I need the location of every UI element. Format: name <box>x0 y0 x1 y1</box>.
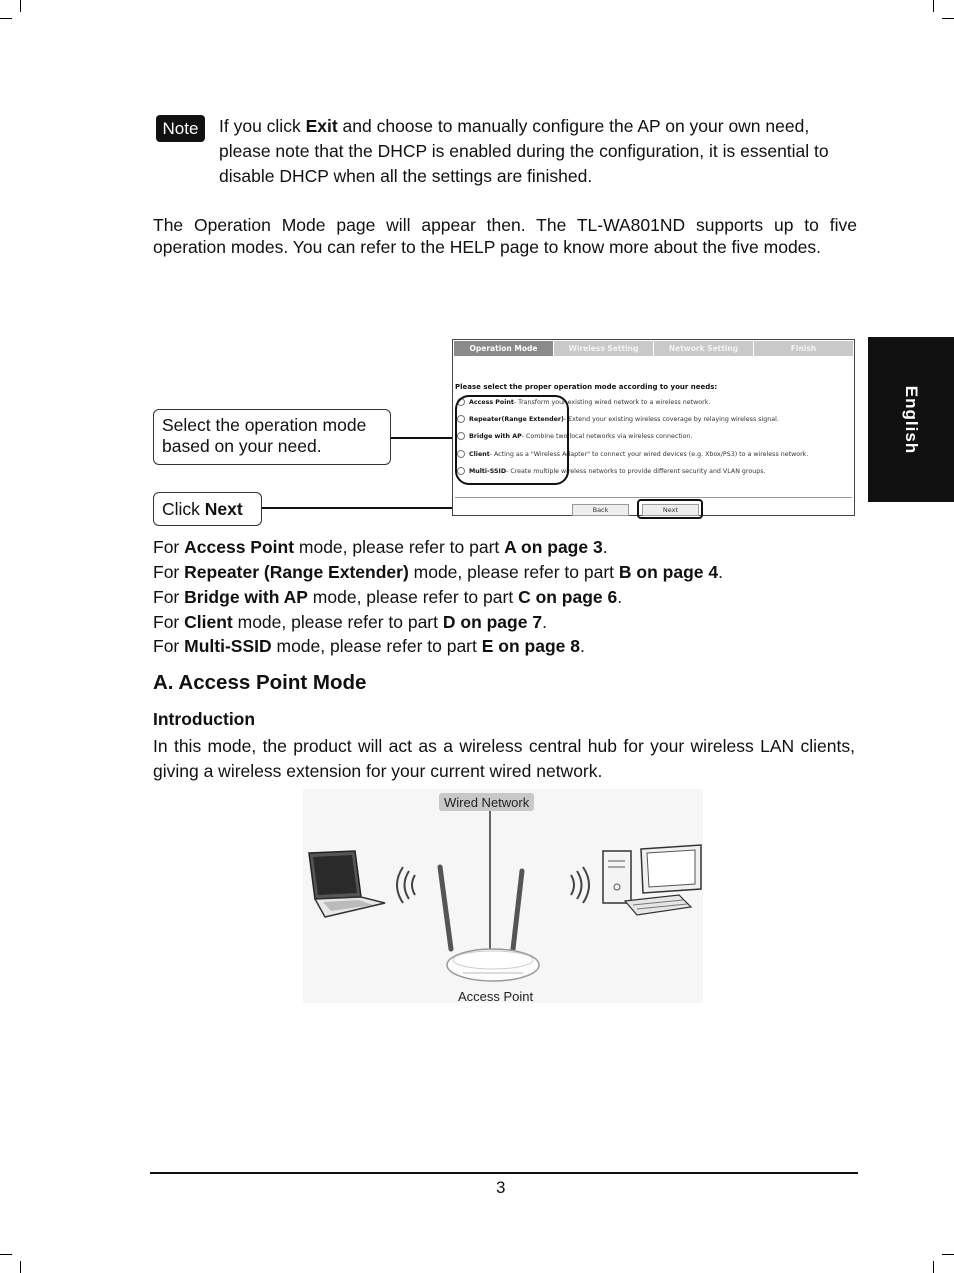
note-badge: Note <box>156 115 205 142</box>
reference-line: For Bridge with AP mode, please refer to part C on page 6. <box>153 587 623 607</box>
mode-option: Bridge with AP - Combine two local networks via wireless connection. <box>457 432 692 440</box>
mode-heading: Please select the proper operation mode according to your needs: <box>455 383 718 391</box>
section-title: A. Access Point Mode <box>153 671 367 694</box>
subsection-title: Introduction <box>153 709 256 729</box>
laptop-icon <box>309 851 385 917</box>
select-mode-callout: Select the operation mode based on your need. <box>153 409 391 465</box>
diagram-art <box>303 789 703 1003</box>
intro-paragraph: The Operation Mode page will appear then. The TL-WA801ND supports up to five operation modes. You can refer to the HELP page to know more about the five modes. <box>153 215 857 257</box>
mode-option: Repeater(Range Extender) - Extend your existing wireless coverage by relaying wireless signal. <box>457 415 779 423</box>
divider <box>455 497 852 498</box>
crop-mark <box>933 1261 934 1273</box>
footer-rule <box>150 1172 858 1174</box>
next-highlight <box>637 499 703 519</box>
mode-option: Access Point - Transform your existing wired network to a wireless network. <box>457 398 710 406</box>
reference-line: For Repeater (Range Extender) mode, please refer to part B on page 4. <box>153 562 723 582</box>
language-tab: English <box>868 337 954 502</box>
tab-operation-mode: Operation Mode <box>454 341 554 356</box>
note-text: If you click Exit and choose to manually configure the AP on your own need, please note that the DHCP is enabled during the configuration, it is essential to disable DHCP when all the settings are finished. <box>219 116 829 186</box>
tab-wireless-setting: Wireless Setting <box>554 341 654 356</box>
exit-keyword: Exit <box>305 116 338 136</box>
reference-line: For Client mode, please refer to part D on page 7. <box>153 612 547 632</box>
wifi-signal-icon <box>397 867 415 903</box>
crop-mark <box>0 18 12 19</box>
crop-mark <box>20 1261 21 1273</box>
reference-line: For Access Point mode, please refer to part A on page 3. <box>153 537 608 557</box>
reference-line: For Multi-SSID mode, please refer to part E on page 8. <box>153 636 585 656</box>
page-number: 3 <box>496 1178 506 1197</box>
crop-mark <box>20 0 21 12</box>
tab-finish: Finish <box>754 341 853 356</box>
crop-mark <box>942 18 954 19</box>
mode-option: Multi-SSID - Create multiple wireless networks to provide different security and VLAN groups. <box>457 467 765 475</box>
wired-network-label: Wired Network <box>439 793 534 811</box>
desktop-computer-icon <box>603 845 701 915</box>
mode-highlight <box>455 395 569 485</box>
click-next-callout: Click Next <box>153 492 262 526</box>
crop-mark <box>0 1254 12 1255</box>
wifi-signal-icon <box>571 867 589 903</box>
tab-network-setting: Network Setting <box>654 341 754 356</box>
callout-line <box>391 437 455 439</box>
crop-mark <box>942 1254 954 1255</box>
access-point-label: Access Point <box>458 989 534 1004</box>
network-diagram <box>303 789 703 1003</box>
intro-text: In this mode, the product will act as a wireless central hub for your wireless LAN clients, giving a wireless extension for your current wired network. <box>153 736 855 781</box>
next-button: Next <box>642 504 699 516</box>
crop-mark <box>933 0 934 12</box>
mode-option: Client - Acting as a "Wireless Adapter" to connect your wired devices (e.g. Xbox/PS3) to a wireless network. <box>457 450 808 458</box>
back-button: Back <box>572 504 629 516</box>
